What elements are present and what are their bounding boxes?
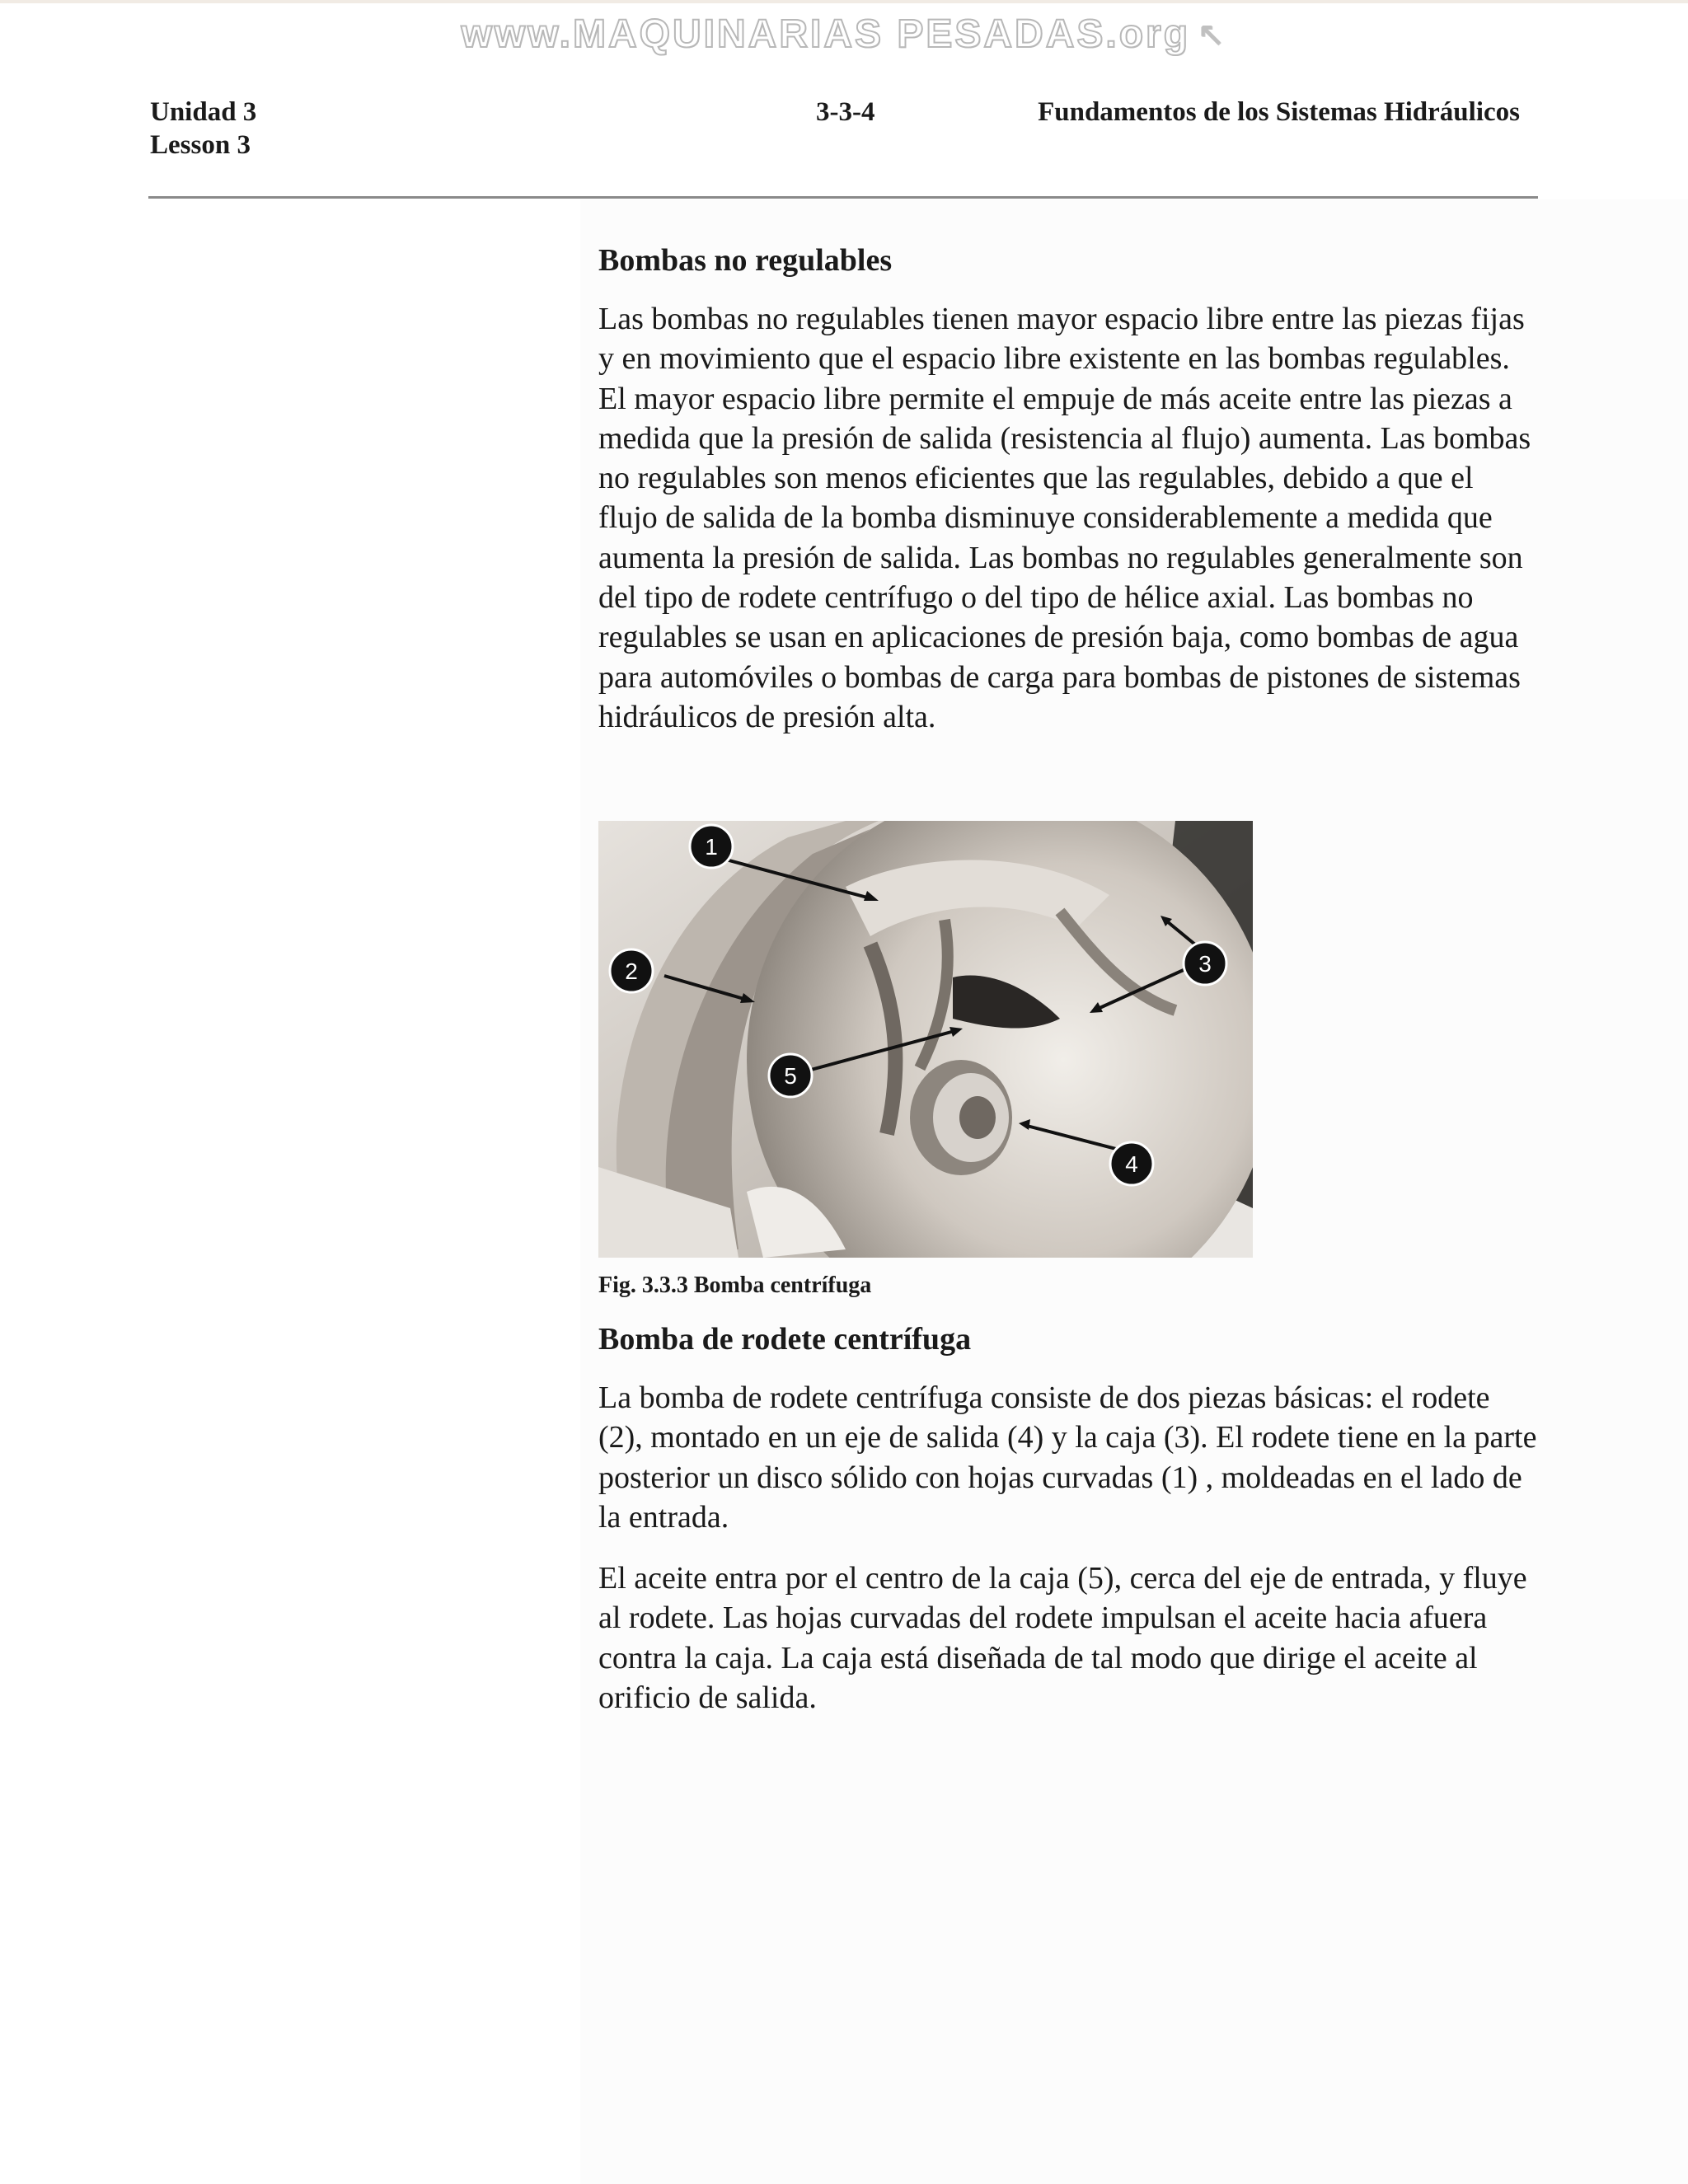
figure-caption: Fig. 3.3.3 Bomba centrífuga (598, 1272, 872, 1298)
top-border-line (0, 0, 1688, 3)
watermark (0, 12, 1688, 57)
page-number: 3-3-4 (816, 97, 875, 127)
callout-1-label: 1 (705, 834, 718, 860)
unit-label: Unidad 3 (150, 97, 257, 127)
page-header (150, 96, 1520, 170)
callout-5 (769, 1054, 812, 1097)
callout-3-label: 3 (1198, 951, 1212, 977)
centrifugal-pump-illustration (598, 821, 1253, 1258)
lesson-label: Lesson 3 (150, 130, 251, 160)
callout-4 (1110, 1142, 1153, 1185)
watermark-text: www.MAQUINARIAS PESADAS.org (461, 12, 1191, 56)
section-heading-non-regulating: Bombas no regulables (598, 243, 893, 278)
callout-4-label: 4 (1125, 1151, 1138, 1177)
header-divider (148, 196, 1538, 199)
callout-1 (690, 825, 733, 868)
callout-2-label: 2 (625, 958, 638, 984)
document-title: Fundamentos de los Sistemas Hidráulicos (1038, 97, 1520, 127)
cursor-icon: ↖ (1197, 18, 1227, 54)
paragraph-centrifugal-1: La bomba de rodete centrífuga consiste de dos piezas básicas: el rodete (2), montado en un eje de salida (4) y la caja (3). El rodete tiene en la parte posterior un disco sólido con hojas curvadas (1) , moldeadas en el lado de la entrada. (598, 1380, 1537, 1535)
paragraph-centrifugal-2: El aceite entra por el centro de la caja (5), cerca del eje de entrada, y fluye al rodete. Las hojas curvadas del rodete impulsan el aceite hacia afuera contra la caja. La caja está diseñada de tal modo que dirige el aceite al orificio de salida. (598, 1561, 1527, 1715)
section-heading-centrifugal: Bomba de rodete centrífuga (598, 1322, 972, 1357)
callout-3 (1184, 942, 1226, 985)
callout-5-label: 5 (784, 1063, 797, 1089)
centrifugal-pump-figure (598, 821, 1253, 1258)
header-left (150, 96, 256, 162)
paragraph-non-regulating: Las bombas no regulables tienen mayor espacio libre entre las piezas fijas y en movimiento que el espacio libre existente en las bombas regulables. El mayor espacio libre permite el empuje de más aceite entre las piezas a medida que la presión de salida (resistencia al flujo) aumenta. Las bombas no regulables son menos eficientes que las regulables, debido a que el flujo de salida de la bomba disminuye considerablemente a medida que aumenta la presión de salida. Las bombas no regulables generalmente son del tipo de rodete centrífugo o del tipo de hélice axial. Las bombas no regulables se usan en aplicaciones de presión baja, como bombas de agua para automóviles o bombas de carga para bombas de pistones de sistemas hidráulicos de presión alta. (598, 302, 1531, 734)
callout-2 (610, 949, 653, 992)
